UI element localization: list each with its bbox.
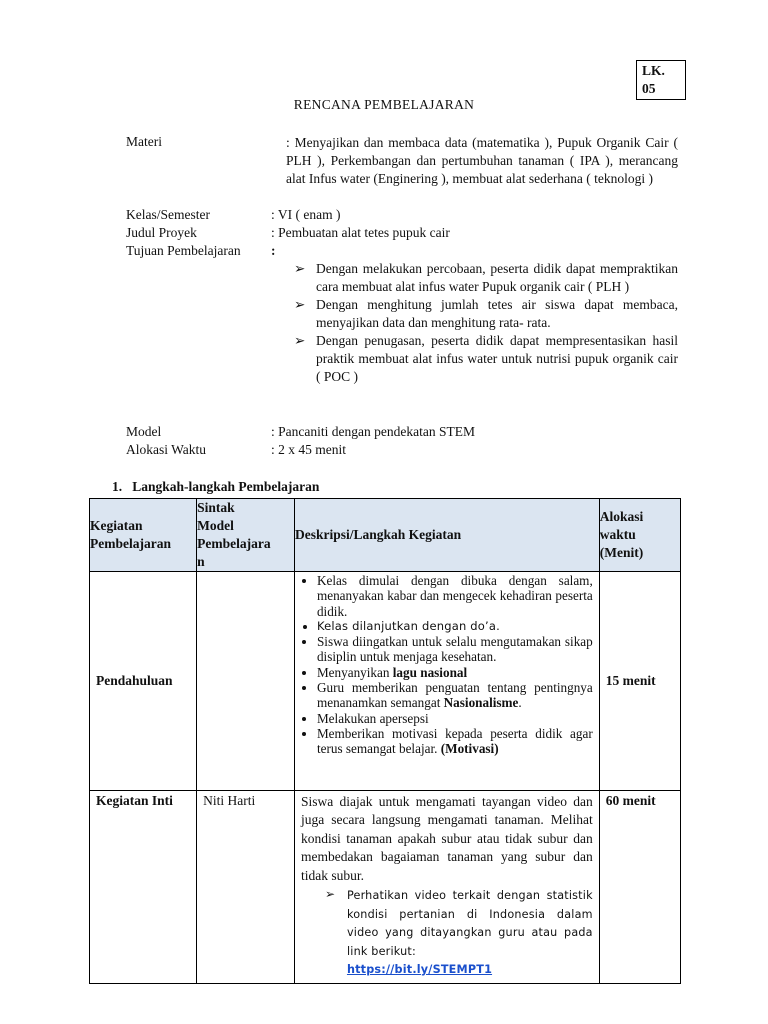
inti-desc: Siswa diajak untuk mengamati tayangan video dan juga secara langsung mengamati tanaman. Melihat kondisi tanaman apakah subur atau tidak subur dan membedakan bagaiaman tanaman yang subur dan tidak subur. (300, 794, 593, 883)
table-row (90, 572, 681, 791)
kelas-label: Kelas/Semester (126, 207, 210, 222)
arrow-bullet-icon: ➢ (324, 887, 336, 902)
arrow-bullet-icon: ➢ (294, 297, 306, 312)
tujuan-colon: : (271, 243, 276, 258)
row-label-kegiatan-inti: Kegiatan Inti (96, 793, 173, 808)
tujuan-item: ➢ Dengan menghitung jumlah tetes air siswa dapat membaca, menyajikan data dan menghitung rata- rata. (294, 297, 678, 330)
table-header-row (90, 499, 681, 572)
header-kegiatan: Kegiatan Pembelajaran (90, 499, 197, 572)
judul-label: Judul Proyek (126, 225, 197, 240)
arrow-bullet-icon: ➢ (294, 261, 306, 276)
header-alokasi: Alokasi waktu (Menit) (599, 499, 680, 572)
inti-time: 60 menit (599, 791, 680, 984)
alokasi-label: Alokasi Waktu (126, 442, 207, 457)
list-item: • Memberikan motivasi kepada peserta didik agar terus semangat belajar. (Motivasi) (317, 726, 593, 757)
list-item: • Melakukan apersepsi (317, 711, 593, 726)
alokasi-value: : 2 x 45 menit (271, 442, 346, 457)
inti-note-text: Perhatikan video terkait dengan statistik kondisi pertanian di Indonesia dalam video yang ditayangkan guru atau pada link berikut: (346, 889, 593, 958)
list-item: • Menyanyikan lagu nasional (317, 665, 593, 680)
pendahuluan-list (295, 573, 593, 757)
list-item: • Kelas dimulai dengan dibuka dengan salam, menanyakan kabar dan mengecek kehadiran peserta didik. (317, 573, 593, 619)
section-heading: 1. Langkah-langkah Pembelajaran (112, 479, 320, 494)
materi-value: : Menyajikan dan membaca data (matematika ), Pupuk Organik Cair ( PLH ), Perkembangan dan pertumbuhan tanaman ( IPA ), merancang alat Infus water (Enginering ), membuat alat sederhana ( teknologi ) (286, 135, 678, 187)
header-deskripsi: Deskripsi/Langkah Kegiatan (294, 499, 599, 572)
inti-note (301, 887, 593, 980)
list-item: • Siswa diingatkan untuk selalu mengutamakan sikap disiplin untuk menjaga kesehatan. (317, 634, 593, 665)
arrow-bullet-icon: ➢ (294, 333, 306, 348)
learning-steps-table (89, 498, 681, 984)
list-item: • Guru memberikan penguatan tentang pentingnya menanamkan semangat Nasionalisme. (317, 680, 593, 711)
tujuan-label: Tujuan Pembelajaran (126, 243, 241, 258)
video-link[interactable]: https://bit.ly/STEMPT1 (346, 963, 493, 977)
kelas-value: : VI ( enam ) (271, 207, 341, 222)
tujuan-item: ➢ Dengan melakukan percobaan, peserta didik dapat mempraktikan cara membuat alat infus water Pupuk organik cair ( PLH ) (294, 261, 678, 294)
judul-value: : Pembuatan alat tetes pupuk cair (271, 225, 450, 240)
pendahuluan-desc (294, 572, 599, 791)
model-value: : Pancaniti dengan pendekatan STEM (271, 424, 475, 439)
pendahuluan-time: 15 menit (599, 572, 680, 791)
tujuan-item: ➢ Dengan penugasan, peserta didik dapat mempresentasikan hasil praktik membuat alat infus water untuk nutrisi pupuk organik cair ( POC ) (294, 333, 678, 384)
tujuan-list (294, 260, 678, 386)
document-code-box: LK. 05 (636, 60, 686, 100)
materi-label: Materi (126, 134, 162, 149)
list-item: • Kelas dilanjutkan dengan do’a. (317, 619, 593, 634)
table-row (90, 791, 681, 984)
header-sintak: Sintak Model Pembelajara n (197, 499, 295, 572)
inti-sintak: Niti Harti (197, 791, 295, 984)
page-title: RENCANA PEMBELAJARAN (293, 97, 475, 112)
model-label: Model (126, 424, 162, 439)
row-label-pendahuluan: Pendahuluan (96, 673, 173, 688)
